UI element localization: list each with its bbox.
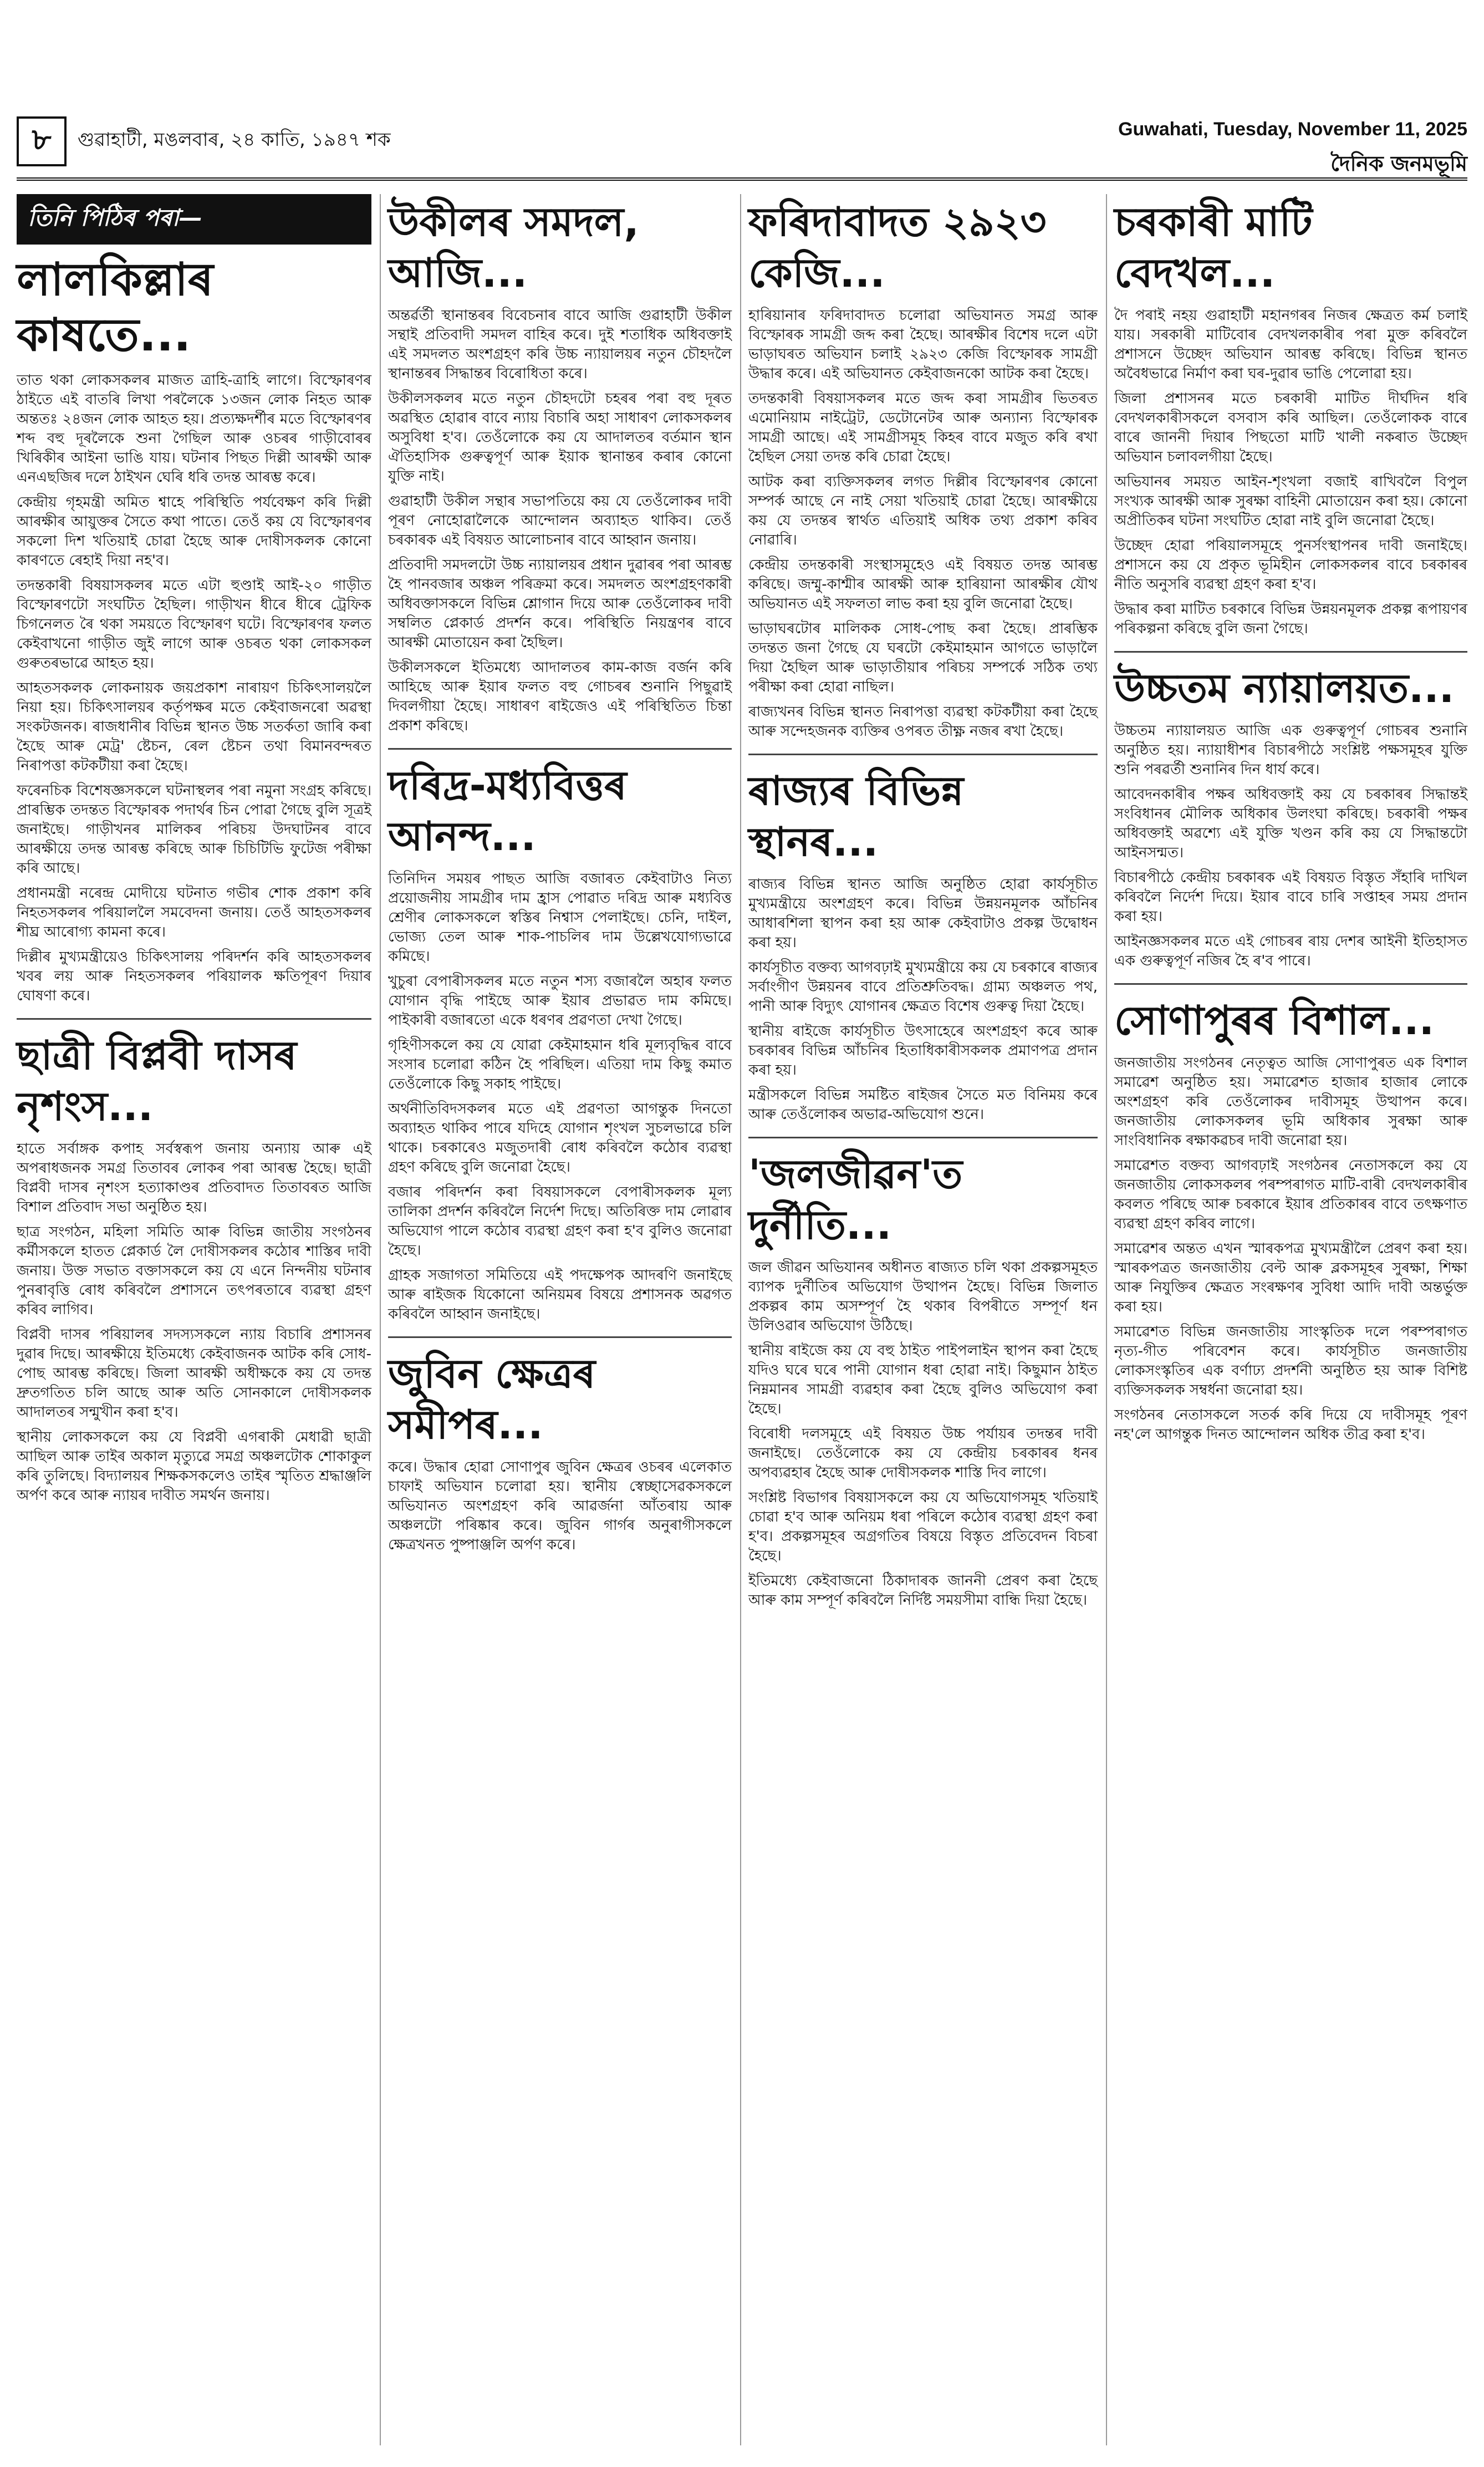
- story-faridabad: [748, 196, 1098, 741]
- date-right: Guwahati, Tuesday, November 11, 2025: [1118, 119, 1467, 140]
- paragraph: উকীলসকলে ইতিমধ্যে আদালতৰ কাম-কাজ বৰ্জন কৰি আহিছে আৰু ইয়াৰ ফলত বহু গোচৰৰ শুনানি পিছুৱাই দিবলগীয়া হৈছে। সাধাৰণ ৰাইজেও এই পৰিস্থিতিত চিন্তা প্ৰকাশ কৰিছে।: [388, 659, 732, 734]
- column-2: [388, 194, 732, 1567]
- paragraph: কৰে। উদ্ধাৰ হোৱা সোণাপুৰ জুবিন ক্ষেত্ৰৰ ওচৰৰ এলেকাত চাফাই অভিযান চলোৱা হয়। স্থানীয় স্বেচ্ছাসেৱকসকলে অভিযানত অংশগ্ৰহণ কৰি আৱৰ্জনা আঁতৰায় আৰু অঞ্চলটো পৰিষ্কাৰ কৰে। জুবিন গাৰ্গৰ অনুৰাগীসকলে ক্ষেত্ৰখনত পুষ্পাঞ্জলি অৰ্পণ কৰে।: [388, 1459, 732, 1553]
- story-student-murder: [17, 1030, 371, 1505]
- paragraph: কেন্দ্ৰীয় গৃহমন্ত্ৰী অমিত শ্বাহে পৰিস্থিতি পৰ্যবেক্ষণ কৰি দিল্লী আৰক্ষীৰ আয়ুক্তৰ সৈতে কথা পাতে। তেওঁ কয় যে বিস্ফোৰণৰ সকলো দিশ খতিয়াই চোৱা হৈছে আৰু দোষীসকলক কোনো কাৰণতে ৰেহাই দিয়া নহ'ব।: [17, 494, 371, 569]
- paragraph: গুৱাহাটী উকীল সন্থাৰ সভাপতিয়ে কয় যে তেওঁলোকৰ দাবী পূৰণ নোহোৱালৈকে আন্দোলন অব্যাহত থাকিব। তেওঁ চৰকাৰক এই বিষয়ত আলোচনাৰ বাবে আহ্বান জনায়।: [388, 493, 732, 548]
- masthead: [17, 111, 1467, 177]
- paragraph: তদন্তকাৰী বিষয়াসকলৰ মতে এটা হুণ্ডাই আই-২০ গাড়ীত বিস্ফোৰণটো সংঘটিত হৈছিল। গাড়ীখন ধীৰে ধীৰে ট্ৰেফিক চিগনেলত ৰৈ থকা সময়তে বিস্ফোৰণ ঘটে। বিস্ফোৰণৰ ফলত কেইবাখনো গাড়ীত জুই লাগে আৰু ওচৰত থকা লোকসকল গুৰুতৰভাৱে আহত হয়।: [17, 577, 371, 672]
- paragraph: তাত থকা লোকসকলৰ মাজত ত্ৰাহি-ত্ৰাহি লাগে। বিস্ফোৰণৰ ঠাইতে এই বাতৰি লিখা পৰলৈকে ১৩জন লোক নিহত আৰু অন্ততঃ ২৪জন লোক আহত হয়। প্ৰত্যক্ষদৰ্শীৰ মতে বিস্ফোৰণৰ শব্দ বহু দূৰলৈকে শুনা গৈছিল আৰু ওচৰৰ গাড়ীবোৰৰ খিৰিকীৰ আইনা ভাঙি যায়। ঘটনাৰ পিছত দিল্লী আৰক্ষী আৰু এনএছজিৰ দলে ঠাইখন ঘেৰি ধৰি তদন্ত আৰম্ভ কৰে।: [17, 372, 371, 486]
- story-divider: [388, 1336, 732, 1338]
- story-jal-jeevan: [748, 1148, 1098, 1610]
- paragraph: অভিযানৰ সময়ত আইন-শৃংখলা বজাই ৰাখিবলৈ বিপুল সংখ্যক আৰক্ষী আৰু সুৰক্ষা বাহিনী মোতায়েন কৰা হয়। কোনো অপ্ৰীতিকৰ ঘটনা সংঘটিত হোৱা নাই বুলি জনোৱা হৈছে।: [1114, 474, 1467, 529]
- paragraph: দৈ পৰাই নহয় গুৱাহাটী মহানগৰৰ নিজৰ ক্ষেত্ৰত কৰ্ম চলাই যায়। সৰকাৰী মাটিবোৰ বেদখলকাৰীৰ পৰা মুক্ত কৰিবলৈ প্ৰশাসনে উচ্ছেদ অভিযান আৰম্ভ কৰিছে। বিভিন্ন স্থানত অবৈধভাৱে নিৰ্মাণ কৰা ঘৰ-দুৱাৰ ভাঙি পেলোৱা হয়।: [1114, 307, 1467, 382]
- story-supreme-court: [1114, 663, 1467, 971]
- headline: ছাত্ৰী বিপ্লবী দাসৰ নৃশংস...: [17, 1032, 297, 1130]
- headline: সোণাপুৰৰ বিশাল...: [1114, 997, 1434, 1044]
- paragraph: হাৰিয়ানাৰ ফৰিদাবাদত চলোৱা অভিযানত সমগ্ৰ আৰু বিস্ফোৰক সামগ্ৰী জব্দ কৰা হৈছে। আৰক্ষীৰ বিশেষ দলে এটা ভাড়াঘৰত অভিযান চলাই ২৯২৩ কেজি বিস্ফোৰক সামগ্ৰী উদ্ধাৰ কৰে। এই অভিযানত কেইবাজনকো আটক কৰা হৈছে।: [748, 307, 1098, 382]
- column-divider: [380, 194, 381, 2445]
- story-divider: [17, 1018, 371, 1020]
- headline: 'জলজীৱন'ত দুৰ্নীতি...: [748, 1151, 963, 1248]
- column-1: [17, 194, 371, 1518]
- story-red-fort: [17, 252, 371, 1006]
- date-left: গুৱাহাটী, মঙলবাৰ, ২৪ কাতি, ১৯৪৭ শক: [78, 129, 391, 151]
- story-divider: [1114, 983, 1467, 985]
- paragraph: স্থানীয় লোকসকলে কয় যে বিপ্লবী এগৰাকী মেধাৱী ছাত্ৰী আছিল আৰু তাইৰ অকাল মৃত্যুৱে সমগ্ৰ অঞ্চলটোক শোকাকুল কৰি তুলিছে। বিদ্যালয়ৰ শিক্ষকসকলেও তাইৰ স্মৃতিত শ্ৰদ্ধাঞ্জলি অৰ্পণ কৰে আৰু ন্যায়ৰ দাবীত সমৰ্থন জনায়।: [17, 1429, 371, 1504]
- paragraph: আইনজ্ঞসকলৰ মতে এই গোচৰৰ ৰায় দেশৰ আইনী ইতিহাসত এক গুৰুত্বপূৰ্ণ নজিৰ হৈ ৰ'ব পাৰে।: [1114, 933, 1467, 969]
- headline: ফৰিদাবাদত ২৯২৩ কেজি...: [748, 199, 1047, 296]
- headline: ৰাজ্যৰ বিভিন্ন স্থানৰ...: [748, 767, 964, 865]
- section-label: তিনি পিঠিৰ পৰা—: [17, 194, 371, 245]
- story-price-relief: [388, 760, 732, 1324]
- paragraph: অৰ্থনীতিবিদসকলৰ মতে এই প্ৰৱণতা আগন্তুক দিনতো অব্যাহত থাকিব পাৰে যদিহে যোগান শৃংখল সুচলভাৱে চলি থাকে। চৰকাৰেও মজুতদাৰী ৰোধ কৰিবলৈ কঠোৰ ব্যৱস্থা গ্ৰহণ কৰিছে বুলি জনোৱা হৈছে।: [388, 1101, 732, 1176]
- paragraph: বজাৰ পৰিদৰ্শন কৰা বিষয়াসকলে বেপাৰীসকলক মূল্য তালিকা প্ৰদৰ্শন কৰিবলৈ নিৰ্দেশ দিছে। অতিৰিক্ত দাম লোৱাৰ অভিযোগ পালে কঠোৰ ব্যৱস্থা গ্ৰহণ কৰা হ'ব বুলিও জনোৱা হৈছে।: [388, 1184, 732, 1259]
- paragraph: কেন্দ্ৰীয় তদন্তকাৰী সংস্থাসমূহেও এই বিষয়ত তদন্ত আৰম্ভ কৰিছে। জম্মু-কাশ্মীৰ আৰক্ষী আৰু হাৰিয়ানা আৰক্ষীৰ যৌথ অভিযানত এই সফলতা লাভ কৰা হয় বুলি জনোৱা হৈছে।: [748, 557, 1098, 612]
- story-state-places: [748, 765, 1098, 1125]
- paragraph: সমাৱেশত বিভিন্ন জনজাতীয় সাংস্কৃতিক দলে পৰম্পৰাগত নৃত্য-গীত পৰিবেশন কৰে। কাৰ্যসূচীত জনজাতীয় লোকসংস্কৃতিৰ এক বৰ্ণাঢ্য প্ৰদৰ্শনী অনুষ্ঠিত হয় আৰু বিশিষ্ট ব্যক্তিসকলক সম্বৰ্ধনা জনোৱা হয়।: [1114, 1324, 1467, 1398]
- paragraph: বিৰোধী দলসমূহে এই বিষয়ত উচ্চ পৰ্যায়ৰ তদন্তৰ দাবী জনাইছে। তেওঁলোকে কয় যে কেন্দ্ৰীয় চৰকাৰৰ ধনৰ অপব্যৱহাৰ হৈছে আৰু দোষীসকলক শাস্তি দিব লাগে।: [748, 1426, 1098, 1481]
- paragraph: ভাড়াঘৰটোৰ মালিকক সোধ-পোছ কৰা হৈছে। প্ৰাৰম্ভিক তদন্তত জনা গৈছে যে ঘৰটো কেইমাহমান আগতে ভাড়ালৈ দিয়া হৈছিল আৰু ভাড়াতীয়াৰ পৰিচয় সম্পৰ্কে সঠিক তথ্য পৰীক্ষা কৰা হোৱা নাছিল।: [748, 620, 1098, 695]
- paragraph: উকীলসকলৰ মতে নতুন চৌহদটো চহৰৰ পৰা বহু দূৰত অৱস্থিত হোৱাৰ বাবে ন্যায় বিচাৰি অহা সাধাৰণ লোকসকলৰ অসুবিধা হ'ব। তেওঁলোকে কয় যে আদালতৰ বৰ্তমান স্থান ঐতিহাসিক গুৰুত্বপূৰ্ণ আৰু ইয়াক স্থানান্তৰ কৰাৰ কোনো যুক্তি নাই।: [388, 390, 732, 485]
- paragraph: স্থানীয় ৰাইজে কয় যে বহু ঠাইত পাইপলাইন স্থাপন কৰা হৈছে যদিও ঘৰে ঘৰে পানী যোগান ধৰা হোৱা নাই। কিছুমান ঠাইত নিম্নমানৰ সামগ্ৰী ব্যৱহাৰ কৰা হৈছে বুলিও অভিযোগ কৰা হৈছে।: [748, 1342, 1098, 1417]
- paragraph: উচ্ছেদ হোৱা পৰিয়ালসমূহে পুনৰ্সংস্থাপনৰ দাবী জনাইছে। প্ৰশাসনে কয় যে প্ৰকৃত ভূমিহীন লোকসকলৰ বাবে চৰকাৰৰ নীতি অনুসৰি ব্যৱস্থা গ্ৰহণ কৰা হ'ব।: [1114, 537, 1467, 593]
- column-divider: [1106, 194, 1107, 2445]
- paragraph: দিল্লীৰ মুখ্যমন্ত্ৰীয়েও চিকিৎসালয় পৰিদৰ্শন কৰি আহতসকলৰ খবৰ লয় আৰু নিহতসকলৰ পৰিয়ালক ক্ষতিপূৰণ দিয়াৰ ঘোষণা কৰে।: [17, 949, 371, 1004]
- story-divider: [748, 1137, 1098, 1138]
- paragraph: কাৰ্যসূচীত বক্তব্য আগবঢ়াই মুখ্যমন্ত্ৰীয়ে কয় যে চৰকাৰে ৰাজ্যৰ সৰ্বাংগীণ উন্নয়নৰ বাবে প্ৰতিশ্ৰুতিবদ্ধ। গ্ৰাম্য অঞ্চলত পথ, পানী আৰু বিদ্যুৎ যোগানৰ ক্ষেত্ৰত বিশেষ গুৰুত্ব দিয়া হৈছে।: [748, 959, 1098, 1015]
- column-divider: [740, 194, 741, 2445]
- page-number: ৮: [17, 116, 67, 166]
- paragraph: স্থানীয় ৰাইজে কাৰ্যসূচীত উৎসাহেৰে অংশগ্ৰহণ কৰে আৰু চৰকাৰৰ বিভিন্ন আঁচনিৰ হিতাধিকাৰীসকলক প্ৰমাণপত্ৰ প্ৰদান কৰা হয়।: [748, 1023, 1098, 1079]
- paragraph: অন্তৰ্ৱৰ্তী স্থানান্তৰৰ বিবেচনাৰ বাবে আজি গুৱাহাটী উকীল সন্থাই প্ৰতিবাদী সমদল বাহিৰ কৰে। দুই শতাধিক অধিবক্তাই এই সমদলত অংশগ্ৰহণ কৰি উচ্চ ন্যায়ালয়ৰ নতুন চৌহদলৈ স্থানান্তৰৰ সিদ্ধান্তৰ বিৰোধিতা কৰে।: [388, 307, 732, 382]
- story-divider: [388, 748, 732, 750]
- story-lawyers-rally: [388, 196, 732, 736]
- story-land-encroachment: [1114, 196, 1467, 639]
- paragraph: প্ৰতিবাদী সমদলটো উচ্চ ন্যায়ালয়ৰ প্ৰধান দুৱাৰৰ পৰা আৰম্ভ হৈ পানবজাৰ অঞ্চল পৰিক্ৰমা কৰে। সমদলত অংশগ্ৰহণকাৰী অধিবক্তাসকলে বিভিন্ন শ্লোগান দিয়ে আৰু তেওঁলোকৰ দাবী সম্বলিত প্লেকাৰ্ড প্ৰদৰ্শন কৰে। পৰিস্থিতি নিয়ন্ত্ৰণৰ বাবে আৰক্ষী মোতায়েন কৰা হৈছিল।: [388, 557, 732, 651]
- story-zubeen-kshetra: [388, 1348, 732, 1555]
- column-4: [1114, 194, 1467, 1457]
- paragraph: ৰাজ্যৰ বিভিন্ন স্থানত আজি অনুষ্ঠিত হোৱা কাৰ্যসূচীত মুখ্যমন্ত্ৰীয়ে অংশগ্ৰহণ কৰে। বিভিন্ন উন্নয়নমূলক আঁচনিৰ আধাৰশিলা স্থাপন কৰা হয় আৰু কেইবাটাও প্ৰকল্প উদ্বোধন কৰা হয়।: [748, 876, 1098, 951]
- paragraph: মন্ত্ৰীসকলে বিভিন্ন সমষ্টিত ৰাইজৰ সৈতে মত বিনিময় কৰে আৰু তেওঁলোকৰ অভাৱ-অভিযোগ শুনে।: [748, 1087, 1098, 1123]
- paragraph: আটক কৰা ব্যক্তিসকলৰ লগত দিল্লীৰ বিস্ফোৰণৰ কোনো সম্পৰ্ক আছে নে নাই সেয়া খতিয়াই চোৱা হৈছে। আৰক্ষীয়ে কয় যে তদন্তৰ স্বাৰ্থত এতিয়াই অধিক তথ্য প্ৰকাশ কৰিব নোৱাৰি।: [748, 474, 1098, 548]
- paragraph: বিচাৰপীঠে কেন্দ্ৰীয় চৰকাৰক এই বিষয়ত বিস্তৃত সঁহাৰি দাখিল কৰিবলৈ নিৰ্দেশ দিয়ে। ইয়াৰ বাবে চাৰি সপ্তাহৰ সময় প্ৰদান কৰা হয়।: [1114, 869, 1467, 925]
- column-3: [748, 194, 1098, 1622]
- headline: চৰকাৰী মাটি বেদখল...: [1114, 199, 1313, 296]
- paragraph: উদ্ধাৰ কৰা মাটিত চৰকাৰে বিভিন্ন উন্নয়নমূলক প্ৰকল্প ৰূপায়ণৰ পৰিকল্পনা কৰিছে বুলি জনা গৈছে।: [1114, 601, 1467, 637]
- paragraph: সংগঠনৰ নেতাসকলে সতৰ্ক কৰি দিয়ে যে দাবীসমূহ পূৰণ নহ'লে আগন্তুক দিনত আন্দোলন অধিক তীব্ৰ কৰা হ'ব।: [1114, 1407, 1467, 1443]
- paragraph: গৃহিণীসকলে কয় যে যোৱা কেইমাহমান ধৰি মূল্যবৃদ্ধিৰ বাবে সংসাৰ চলোৱা কঠিন হৈ পৰিছিল। এতিয়া দাম কিছু কমাত তেওঁলোকে কিছু সকাহ পাইছে।: [388, 1037, 732, 1092]
- paragraph: জিলা প্ৰশাসনৰ মতে চৰকাৰী মাটিত দীৰ্ঘদিন ধৰি বেদখলকাৰীসকলে বসবাস কৰি আছিল। তেওঁলোকক বাৰে বাৰে জাননী দিয়াৰ পিছতো মাটি খালী নকৰাত উচ্ছেদ অভিযান চলাবলগীয়া হৈছে।: [1114, 390, 1467, 465]
- paragraph: ফৰেনচিক বিশেষজ্ঞসকলে ঘটনাস্থলৰ পৰা নমুনা সংগ্ৰহ কৰিছে। প্ৰাৰম্ভিক তদন্তত বিস্ফোৰক পদাৰ্থৰ চিন পোৱা গৈছে বুলি সূত্ৰই জনাইছে। গাড়ীখনৰ মালিকৰ পৰিচয় উদঘাটনৰ বাবে আৰক্ষীয়ে তদন্ত আৰম্ভ কৰিছে আৰু চিচিটিভি ফুটেজ পৰীক্ষা কৰি আছে।: [17, 782, 371, 877]
- paragraph: বিপ্লবী দাসৰ পৰিয়ালৰ সদস্যসকলে ন্যায় বিচাৰি প্ৰশাসনৰ দুৱাৰ দিছে। আৰক্ষীয়ে ইতিমধ্যে কেইবাজনক আটক কৰি সোধ-পোছ আৰম্ভ কৰিছে। জিলা আৰক্ষী অধীক্ষকে কয় যে তদন্ত দ্ৰুতগতিত চলি আছে আৰু অতি সোনকালে দোষীসকলক আদালতৰ সন্মুখীন কৰা হ'ব।: [17, 1326, 371, 1421]
- paragraph: উচ্চতম ন্যায়ালয়ত আজি এক গুৰুত্বপূৰ্ণ গোচৰৰ শুনানি অনুষ্ঠিত হয়। ন্যায়াধীশৰ বিচাৰপীঠে সংশ্লিষ্ট পক্ষসমূহৰ যুক্তি শুনি পৰৱৰ্তী শুনানিৰ দিন ধাৰ্য কৰে।: [1114, 723, 1467, 778]
- headline: লালকিল্লাৰ কাষতে...: [17, 253, 214, 362]
- paragraph: আবেদনকাৰীৰ পক্ষৰ অধিবক্তাই কয় যে চৰকাৰৰ সিদ্ধান্তই সংবিধানৰ মৌলিক অধিকাৰ উলংঘা কৰিছে। চৰকাৰী পক্ষৰ অধিবক্তাই অৱশ্যে এই যুক্তি খণ্ডন কৰি কয় যে সিদ্ধান্তটো আইনসন্মত।: [1114, 786, 1467, 861]
- headline: উচ্চতম ন্যায়ালয়ত...: [1114, 665, 1455, 711]
- paragraph: ছাত্ৰ সংগঠন, মহিলা সমিতি আৰু বিভিন্ন জাতীয় সংগঠনৰ কৰ্মীসকলে হাতত প্লেকাৰ্ড লৈ দোষীসকলৰ কঠোৰ শাস্তিৰ দাবী জনায়। উক্ত সভাত বক্তাসকলে কয় যে এনে নিন্দনীয় ঘটনাৰ পুনৰাবৃত্তি ৰোধ কৰিবলৈ প্ৰশাসনে তৎপৰতাৰে ব্যৱস্থা গ্ৰহণ কৰিব লাগিব।: [17, 1224, 371, 1318]
- story-sonapur-rally: [1114, 995, 1467, 1444]
- story-divider: [1114, 651, 1467, 653]
- paragraph: জল জীৱন অভিযানৰ অধীনত ৰাজ্যত চলি থকা প্ৰকল্পসমূহত ব্যাপক দুৰ্নীতিৰ অভিযোগ উত্থাপন হৈছে। বিভিন্ন জিলাত প্ৰকল্পৰ কাম অসম্পূৰ্ণ হৈ থকাৰ বিপৰীতে সম্পূৰ্ণ ধন উলিওৱাৰ অভিযোগ উঠিছে।: [748, 1259, 1098, 1334]
- paragraph: প্ৰধানমন্ত্ৰী নৰেন্দ্ৰ মোদীয়ে ঘটনাত গভীৰ শোক প্ৰকাশ কৰি নিহতসকলৰ পৰিয়াললৈ সমবেদনা জনায়। তেওঁ আহতসকলৰ শীঘ্ৰ আৰোগ্য কামনা কৰে।: [17, 885, 371, 940]
- paragraph: জনজাতীয় সংগঠনৰ নেতৃত্বত আজি সোণাপুৰত এক বিশাল সমাৱেশ অনুষ্ঠিত হয়। সমাৱেশত হাজাৰ হাজাৰ লোকে অংশগ্ৰহণ কৰি তেওঁলোকৰ দাবীসমূহ উত্থাপন কৰে। জনজাতীয় লোকসকলৰ ভূমি অধিকাৰ সুৰক্ষা আৰু সাংবিধানিক ৰক্ষাকৱচৰ দাবী জনোৱা হয়।: [1114, 1055, 1467, 1149]
- paragraph: খুচুৰা বেপাৰীসকলৰ মতে নতুন শস্য বজাৰলৈ অহাৰ ফলত যোগান বৃদ্ধি পাইছে আৰু ইয়াৰ প্ৰভাৱত দাম কমিছে। পাইকাৰী বজাৰতো একে ধৰণৰ প্ৰৱণতা দেখা গৈছে।: [388, 973, 732, 1029]
- paragraph: ৰাজ্যখনৰ বিভিন্ন স্থানত নিৰাপত্তা ব্যৱস্থা কটকটীয়া কৰা হৈছে আৰু সন্দেহজনক ব্যক্তিৰ ওপৰত তীক্ষ্ণ নজৰ ৰখা হৈছে।: [748, 704, 1098, 740]
- paragraph: ইতিমধ্যে কেইবাজনো ঠিকাদাৰক জাননী প্ৰেৰণ কৰা হৈছে আৰু কাম সম্পূৰ্ণ কৰিবলৈ নিৰ্দিষ্ট সময়সীমা বান্ধি দিয়া হৈছে।: [748, 1573, 1098, 1609]
- paragraph: সংশ্লিষ্ট বিভাগৰ বিষয়াসকলে কয় যে অভিযোগসমূহ খতিয়াই চোৱা হ'ব আৰু অনিয়ম ধৰা পৰিলে কঠোৰ ব্যৱস্থা গ্ৰহণ কৰা হ'ব। প্ৰকল্পসমূহৰ অগ্ৰগতিৰ বিষয়ে বিস্তৃত প্ৰতিবেদন বিচৰা হৈছে।: [748, 1489, 1098, 1564]
- headline: দৰিদ্ৰ-মধ্যবিত্তৰ আনন্দ...: [388, 762, 627, 859]
- paragraph: তিনিদিন সময়ৰ পাছত আজি বজাৰত কেইবাটাও নিত্য প্ৰয়োজনীয় সামগ্ৰীৰ দাম হ্ৰাস পোৱাত দৰিদ্ৰ আৰু মধ্যবিত্ত শ্ৰেণীৰ লোকসকলে স্বস্তিৰ নিশ্বাস পেলাইছে। চেনি, দাইল, ভোজ্য তেল আৰু শাক-পাচলিৰ দাম উল্লেখযোগ্যভাৱে কমিছে।: [388, 871, 732, 965]
- paragraph: সমাৱেশত বক্তব্য আগবঢ়াই সংগঠনৰ নেতাসকলে কয় যে জনজাতীয় লোকসকলৰ পৰম্পৰাগত মাটি-বাৰী বেদখলকাৰীৰ কবলত পৰিছে আৰু চৰকাৰে ইয়াৰ প্ৰতিকাৰৰ বাবে তৎক্ষণাত ব্যৱস্থা গ্ৰহণ কৰিব লাগে।: [1114, 1157, 1467, 1232]
- masthead-rule: [17, 177, 1467, 181]
- paragraph: গ্ৰাহক সজাগতা সমিতিয়ে এই পদক্ষেপক আদৰণি জনাইছে আৰু ৰাইজক যিকোনো অনিয়মৰ বিষয়ে প্ৰশাসনক অৱগত কৰিবলৈ আহ্বান জনাইছে।: [388, 1267, 732, 1322]
- story-divider: [748, 754, 1098, 755]
- paper-name: দৈনিক জনমভূমি: [1330, 151, 1467, 176]
- headline: জুবিন ক্ষেত্ৰৰ সমীপৰ...: [388, 1350, 596, 1448]
- paragraph: আহতসকলক লোকনায়ক জয়প্ৰকাশ নাৰায়ণ চিকিৎসালয়লৈ নিয়া হয়। চিকিৎসালয়ৰ কৰ্তৃপক্ষৰ মতে কেইবাজনৰো অৱস্থা সংকটজনক। ৰাজধানীৰ বিভিন্ন স্থানত উচ্চ সতৰ্কতা জাৰি কৰা হৈছে আৰু মেট্ৰ' ষ্টেচন, ৰেল ষ্টেচন তথা বিমানবন্দৰত নিৰাপত্তা কটকটীয়া কৰা হৈছে।: [17, 680, 371, 774]
- paragraph: হাতে সৰ্বাঙ্গক কপাহ সৰ্বস্বৰূপ জনায় অন্যায় আৰু এই অপৰাধজনক সমগ্ৰ তিতাবৰ লোকৰ পৰা আৰম্ভ হৈছে। ছাত্ৰী বিপ্লবী দাসৰ নৃশংস হত্যাকাণ্ডৰ প্ৰতিবাদত তিতাবৰত আজি বিশাল প্ৰতিবাদ সভা অনুষ্ঠিত হয়।: [17, 1141, 371, 1215]
- paragraph: সমাৱেশৰ অন্তত এখন স্মাৰকপত্ৰ মুখ্যমন্ত্ৰীলৈ প্ৰেৰণ কৰা হয়। স্মাৰকপত্ৰত জনজাতীয় বেল্ট আৰু ব্লকসমূহৰ সুৰক্ষা, শিক্ষা আৰু নিযুক্তিৰ ক্ষেত্ৰত সংৰক্ষণৰ সুবিধা আদি দাবী অন্তৰ্ভুক্ত কৰা হয়।: [1114, 1240, 1467, 1315]
- paragraph: তদন্তকাৰী বিষয়াসকলৰ মতে জব্দ কৰা সামগ্ৰীৰ ভিতৰত এমোনিয়াম নাইট্ৰেট, ডেটোনেটৰ আৰু অন্যান্য বিস্ফোৰক সামগ্ৰী আছে। এই সামগ্ৰীসমূহ কিহৰ বাবে মজুত কৰি ৰখা হৈছিল সেয়া তদন্ত কৰি চোৱা হৈছে।: [748, 390, 1098, 465]
- headline: উকীলৰ সমদল, আজি...: [388, 199, 639, 296]
